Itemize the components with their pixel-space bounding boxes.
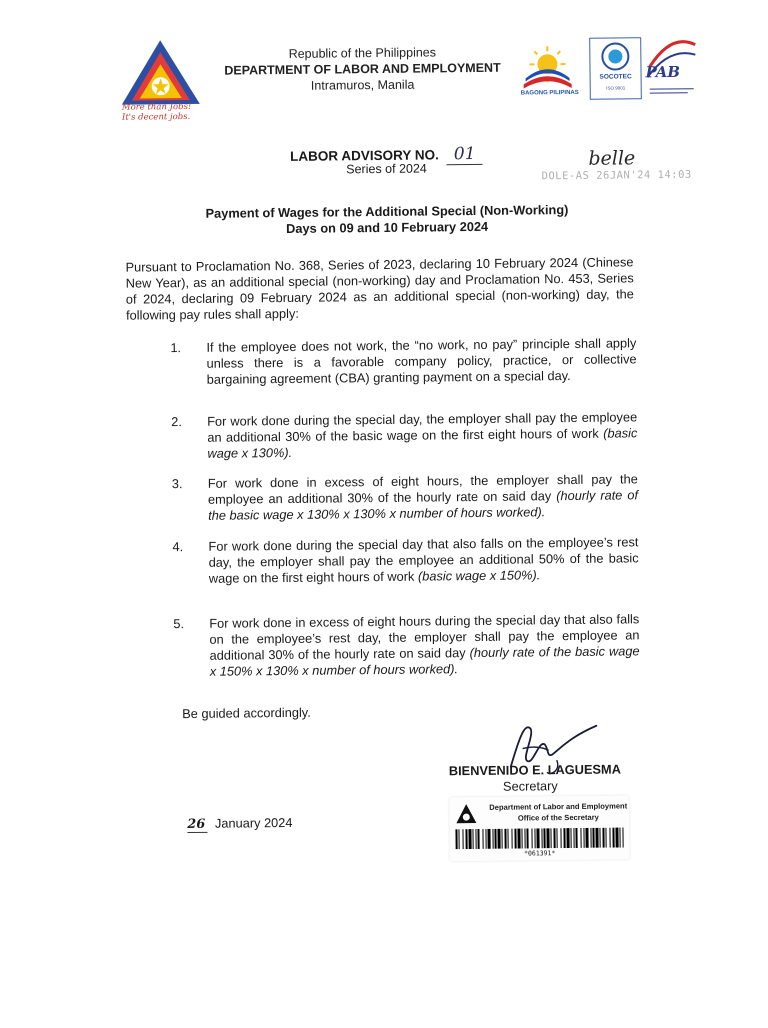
list-item xyxy=(172,471,638,524)
list-item-number: 1. xyxy=(170,340,194,356)
list-item-text xyxy=(209,611,640,679)
list-item-number: 4. xyxy=(172,539,196,555)
list-item-text xyxy=(206,335,636,388)
letterhead xyxy=(217,45,507,94)
advisory-series: Series of 2024 xyxy=(246,160,526,177)
pab-label: PAB xyxy=(645,63,695,82)
barcode-icon xyxy=(453,827,625,849)
list-item xyxy=(170,335,637,404)
socotec-mark-icon xyxy=(590,38,640,75)
list-item-text xyxy=(207,409,637,462)
signatory-name: BIENVENIDO E. LAGUESMA xyxy=(449,761,669,778)
advisory-title-text: LABOR ADVISORY NO. xyxy=(290,147,439,164)
list-item-body: For work done during the special day that also falls on the employee’s rest day, the employer shall pay the employee an additional 50% of the basic wage on the first eight hours of work xyxy=(208,534,638,586)
list-item xyxy=(173,611,640,680)
list-item-body: For work done during the special day, the employer shall pay the employee an additional 30% of the basic wage on the first eight hours of work xyxy=(207,409,637,445)
intro-paragraph: Pursuant to Proclamation No. 368, Series of 2023, declaring 10 February 2024 (Chinese New Year), as an additional special (non-working) day and Proclamation No. 453, Series of 2024, declaring 09 February 2024 as an additional special (non-working) day, the following pay rules shall apply: xyxy=(125,254,634,323)
list-item xyxy=(171,409,637,462)
subject-heading xyxy=(157,202,617,239)
list-item-number: 5. xyxy=(173,616,197,632)
tagline-line-2: It's decent jobs. xyxy=(122,112,206,123)
subject-line-2: Days on 09 and 10 February 2024 xyxy=(157,218,617,239)
stamp-office: Office of the Secretary xyxy=(483,812,633,823)
dole-stamp-logo-icon xyxy=(455,803,477,825)
barcode-number: *061391* xyxy=(454,848,626,858)
receipt-stamp: DOLE-AS 26JAN'24 14:03 xyxy=(542,169,692,183)
iso-label: ISO 9001 xyxy=(590,85,642,91)
stamp-department: Department of Labor and Employment xyxy=(483,801,633,812)
list-item xyxy=(172,534,639,603)
list-item-formula: (hourly rate of the basic wage x 150% x 130% x number of hours worked). xyxy=(210,643,640,679)
list-item-formula: (basic wage x 150%). xyxy=(418,567,540,583)
list-item-text xyxy=(208,471,638,524)
list-item-body: For work done in excess of eight hours during the special day that also falls on the employee’s rest day, the employer shall pay the employee an additional 30% of the hourly rate on said day xyxy=(209,611,639,663)
list-item-number: 3. xyxy=(172,476,196,492)
handwritten-initials: belle xyxy=(588,147,635,169)
dole-tagline xyxy=(122,102,206,123)
list-item-number: 2. xyxy=(171,414,195,430)
tagline-line-1: More than Jobs! xyxy=(122,102,206,113)
socotec-label: SOCOTEC xyxy=(590,73,642,81)
list-item-formula: (hourly rate of the basic wage x 130% x 130% x number of hours worked). xyxy=(208,487,638,523)
list-item-formula: (basic wage x 130%). xyxy=(207,425,637,461)
date-month-year: January 2024 xyxy=(215,815,293,831)
date-day: 26 xyxy=(187,817,207,833)
closing-line: Be guided accordingly. xyxy=(182,705,311,721)
signatory-title: Secretary xyxy=(503,778,558,794)
letterhead-address: Intramuros, Manila xyxy=(218,77,508,94)
list-item-body: If the employee does not work, the “no work, no pay” principle shall apply unless there is a favorable company policy, practice, or collective bargaining agreement (CBA) granting payment on a special day. xyxy=(206,335,636,387)
subject-line-1: Payment of Wages for the Additional Special (Non-Working) xyxy=(157,202,617,223)
letterhead-department: DEPARTMENT OF LABOR AND EMPLOYMENT xyxy=(217,61,507,78)
list-item-body: For work done in excess of eight hours, the employer shall pay the employee an additional 30% of the hourly rate on said day xyxy=(208,471,638,507)
document-date xyxy=(187,815,292,833)
letterhead-republic: Republic of the Philippines xyxy=(217,45,507,62)
list-item-text xyxy=(208,534,638,587)
bagong-pilipinas-label: BAGONG PILIPINAS xyxy=(512,90,588,97)
advisory-number: 01 xyxy=(447,144,483,165)
